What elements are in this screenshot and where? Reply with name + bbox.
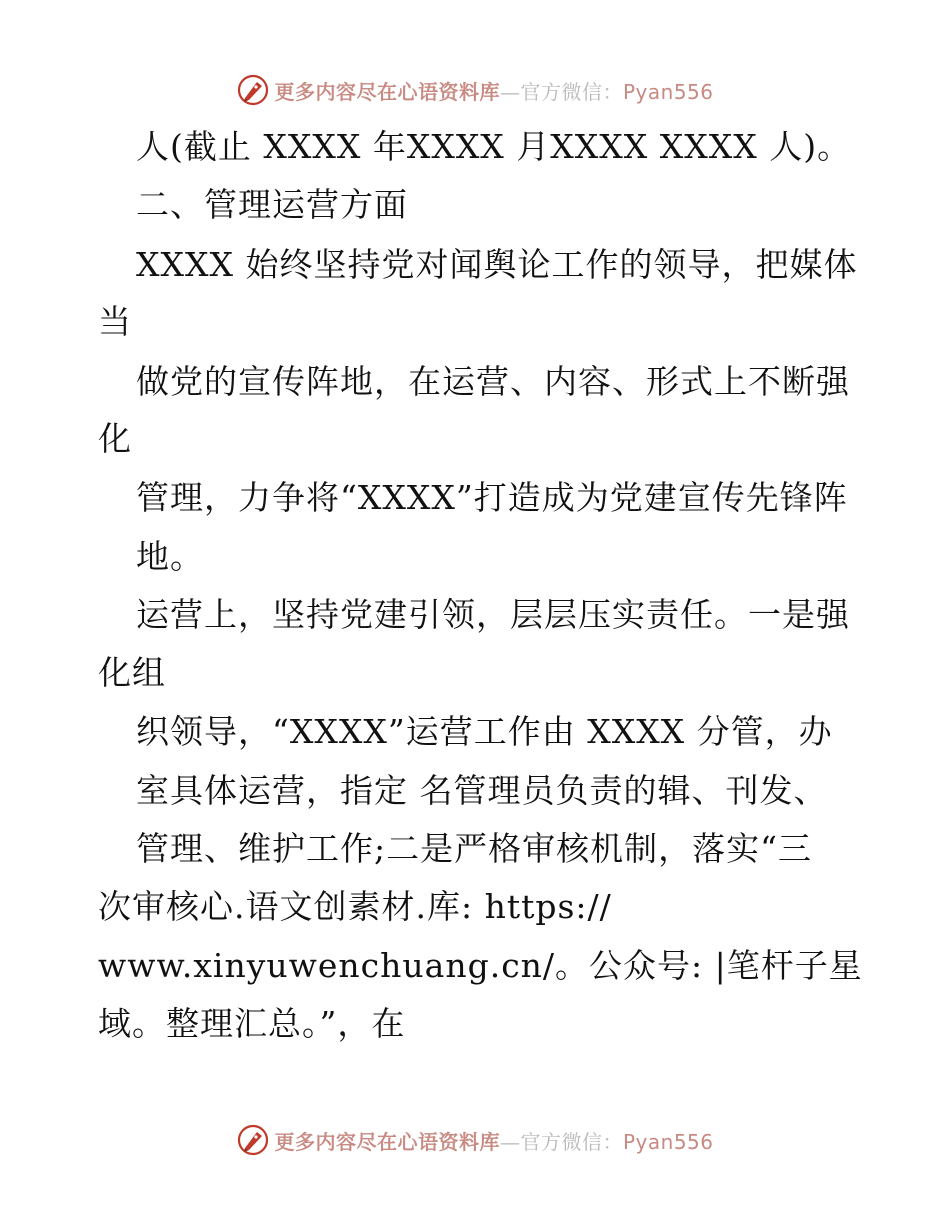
body-line-4: 当	[98, 302, 132, 341]
body-line-10: 化组	[98, 653, 166, 692]
footer-banner	[0, 1120, 950, 1160]
pen-nib-logo-icon	[236, 1123, 270, 1157]
footer-wechat-id: Pyan556	[622, 1129, 714, 1154]
body-line-11: 织领导，“XXXX”运营工作由 XXXX 分管，办	[136, 712, 833, 751]
body-line-14: 次审核心.语文创素材.库: https://	[98, 887, 612, 926]
footer-site-text: 更多内容尽在心语资料库	[274, 1129, 500, 1154]
header-dash: —	[499, 79, 521, 104]
header-wechat-id: Pyan556	[622, 79, 714, 104]
body-line-1: 人(截止 XXXX 年XXXX 月XXXX XXXX 人)。	[136, 127, 852, 166]
body-line-9: 运营上，坚持党建引领，层层压实责任。一是强	[136, 595, 850, 634]
body-line-5: 做党的宣传阵地，在运营、内容、形式上不断强	[136, 362, 850, 401]
header-wechat-label: 官方微信：	[520, 79, 623, 104]
body-line-7: 管理，力争将“XXXX”打造成为党建宣传先锋阵	[136, 478, 848, 517]
body-line-8: 地。	[136, 537, 204, 576]
body-line-3: XXXX 始终坚持党对闻舆论工作的领导，把媒体	[136, 245, 858, 284]
footer-dash: —	[499, 1129, 521, 1154]
header-site-text: 更多内容尽在心语资料库	[274, 79, 500, 104]
footer-banner-text	[274, 1126, 713, 1155]
body-line-13: 管理、维护工作;二是严格审核机制，落实“三	[136, 829, 812, 868]
body-line-12: 室具体运营，指定 名管理员负责的辑、刊发、	[136, 771, 828, 810]
body-line-15: www.xinyuwenchuang.cn/。公众号: |笔杆子星	[98, 946, 863, 985]
body-line-16: 域。整理汇总。”，在	[98, 1004, 406, 1043]
footer-wechat-label: 官方微信：	[520, 1129, 623, 1154]
body-line-6: 化	[98, 419, 132, 458]
section-heading: 二、管理运营方面	[136, 185, 408, 224]
